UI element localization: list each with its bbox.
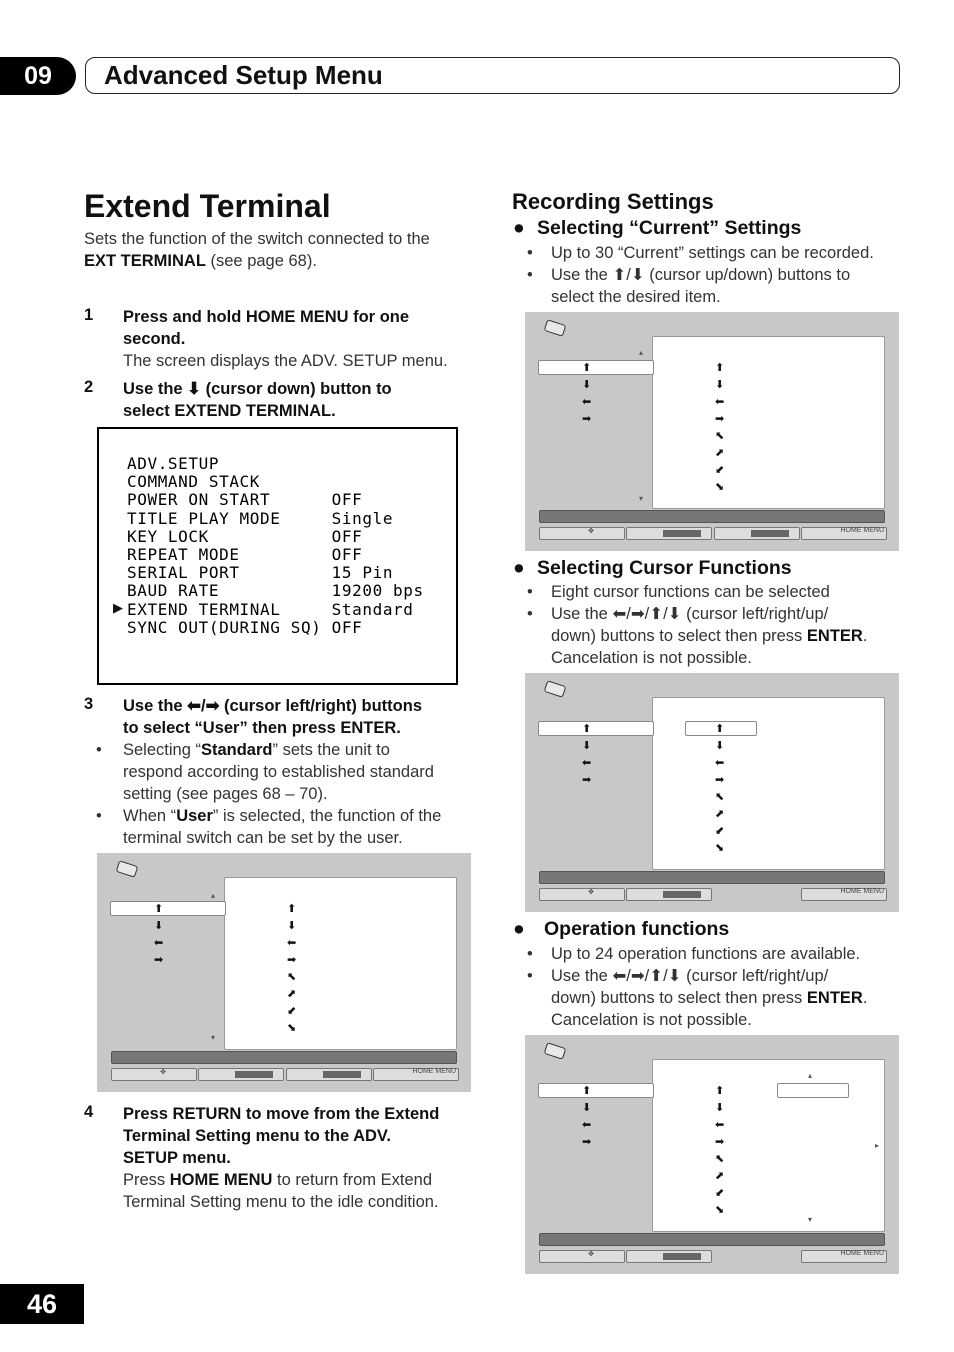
text-run: .	[862, 627, 868, 645]
arrow-left-icon: ⬅	[715, 756, 725, 769]
section-bullet: ●	[513, 918, 525, 940]
section-heading-operation: Operation functions	[544, 918, 730, 940]
step-line: Press and hold HOME MENU for one	[123, 308, 410, 326]
arrow-upright-icon: ⬈	[715, 807, 725, 820]
arrow-upleft-icon: ⬉	[715, 1152, 725, 1165]
bullet-glyph: •	[527, 244, 533, 262]
home-menu-label: HOME MENU	[412, 1068, 456, 1075]
arrow-up-icon: ⬆	[715, 361, 725, 374]
cursor-bullet-2	[551, 603, 911, 669]
screen-status-bar	[539, 510, 885, 523]
arrow-down-icon: ⬇	[154, 919, 164, 932]
step-4	[123, 1103, 483, 1169]
arrow-downleft-icon: ⬋	[715, 463, 725, 476]
page-number: 46	[0, 1284, 84, 1324]
screen-list-panel	[224, 877, 457, 1050]
arrow-downright-icon: ⬊	[715, 1203, 725, 1216]
arrow-down-icon: ⬇	[582, 1101, 592, 1114]
text-bold: HOME MENU	[169, 1171, 273, 1189]
screen-selection-highlight	[777, 1083, 849, 1098]
home-menu-label: HOME MENU	[840, 888, 884, 895]
screen-button	[286, 1068, 372, 1081]
arrow-up-icon: ⬆	[582, 722, 592, 735]
arrow-down-icon: ⬇	[715, 739, 725, 752]
text-bold: User	[176, 807, 213, 825]
step-1	[123, 306, 483, 350]
step-3	[123, 695, 483, 739]
arrow-up-icon: ⬆	[715, 1084, 725, 1097]
step-line: to select “User” then press ENTER.	[123, 719, 401, 737]
text-run: down) buttons to select then press	[551, 989, 807, 1007]
adv-setup-osd	[97, 427, 458, 685]
arrow-right-icon: ➡	[582, 1135, 592, 1148]
arrow-up-icon: ⬆	[154, 902, 164, 915]
arrow-down-icon: ⬇	[715, 1101, 725, 1114]
screen-selection-highlight	[538, 1083, 654, 1098]
screen-list-panel	[652, 336, 885, 509]
chapter-title-box	[85, 57, 900, 94]
arrow-downright-icon: ⬊	[715, 841, 725, 854]
memo-icon	[544, 680, 567, 698]
arrow-upleft-icon: ⬉	[715, 790, 725, 803]
intro-line-2	[84, 250, 484, 272]
arrow-right-icon: ➡	[582, 773, 592, 786]
scroll-up-mark: ▴	[808, 1071, 813, 1080]
chapter-number-badge: 09	[0, 57, 76, 95]
screen-home-menu-button	[801, 527, 887, 540]
text-line: terminal switch can be set by the user.	[123, 829, 403, 847]
section-bullet: ●	[513, 217, 525, 239]
arrow-up-icon: ⬆	[287, 902, 297, 915]
arrow-up-icon: ⬆	[715, 722, 725, 735]
section-heading-cursor: Selecting Cursor Functions	[537, 557, 792, 579]
arrow-upleft-icon: ⬉	[287, 970, 297, 983]
arrow-downleft-icon: ⬋	[715, 824, 725, 837]
memo-icon	[544, 319, 567, 337]
arrow-up-icon: ⬆	[582, 1084, 592, 1097]
step-3-bullet-user	[123, 805, 483, 849]
text-run: down) buttons to select then press	[551, 627, 807, 645]
section-bullet: ●	[513, 557, 525, 579]
text-line: Use the ⬅/➡/⬆/⬇ (cursor left/right/up/	[551, 967, 829, 985]
arrow-left-icon: ⬅	[715, 1118, 725, 1131]
arrow-downright-icon: ⬊	[715, 480, 725, 493]
recording-settings-title: Recording Settings	[512, 189, 714, 214]
arrow-right-icon: ➡	[715, 412, 725, 425]
screen-status-bar	[539, 1233, 885, 1246]
step-line: second.	[123, 330, 186, 348]
osd-cursor-icon: ▶	[113, 600, 123, 615]
text-run: to return from Extend	[272, 1171, 433, 1189]
memo-icon	[544, 1042, 567, 1060]
text-run: Selecting “	[123, 741, 201, 759]
screen-selection-highlight	[538, 721, 654, 736]
arrow-left-icon: ⬅	[715, 395, 725, 408]
screen-list-panel	[652, 1059, 885, 1232]
step-line: Use the ⬅/➡ (cursor left/right) buttons	[123, 697, 422, 715]
text-line: respond according to established standard	[123, 763, 434, 781]
intro-bold: EXT TERMINAL	[84, 252, 206, 270]
memo-icon	[116, 860, 139, 878]
current-settings-screen	[525, 312, 899, 551]
current-bullet-1: Up to 30 “Current” settings can be recorded.	[551, 244, 874, 262]
intro-line-1: Sets the function of the switch connected to the	[84, 230, 430, 248]
arrow-left-icon: ⬅	[154, 936, 164, 949]
step-number: 1	[84, 306, 94, 324]
screen-button	[626, 1250, 712, 1263]
screen-status-bar	[539, 871, 885, 884]
text-run: When “	[123, 807, 177, 825]
operation-bullet-1: Up to 24 operation functions are available.	[551, 945, 861, 963]
text-run: .	[862, 989, 868, 1007]
arrow-upright-icon: ⬈	[715, 446, 725, 459]
screen-button	[626, 527, 712, 540]
terminal-setting-screen	[97, 853, 471, 1092]
step-2	[123, 378, 483, 422]
arrow-left-icon: ⬅	[582, 756, 592, 769]
step-line: Press RETURN to move from the Extend	[123, 1105, 440, 1123]
step-number: 2	[84, 378, 94, 396]
text-line: setting (see pages 68 – 70).	[123, 785, 328, 803]
screen-selection-highlight	[110, 901, 226, 916]
bullet-glyph: •	[96, 807, 102, 825]
text-line: Use the ⬅/➡/⬆/⬇ (cursor left/right/up/	[551, 605, 829, 623]
bullet-glyph: •	[527, 945, 533, 963]
step-line: Terminal Setting menu to the ADV.	[123, 1127, 392, 1145]
arrow-right-icon: ➡	[715, 1135, 725, 1148]
intro-text	[84, 228, 484, 272]
screen-move-button: ✥	[539, 527, 625, 540]
operation-functions-screen	[525, 1035, 899, 1274]
screen-button	[198, 1068, 284, 1081]
arrow-upright-icon: ⬈	[287, 987, 297, 1000]
text-bold: ENTER	[806, 627, 863, 645]
osd-menu-text: ADV.SETUP COMMAND STACK POWER ON START OFF TITLE PLAY MODE Single KEY LOCK OFF REPEAT MODE OFF SERIAL PORT 15 Pin BAUD RATE 19200 bps EXTEND TERMINAL Standard SYNC OUT(DURING SQ) OFF	[127, 454, 424, 637]
bullet-glyph: •	[96, 741, 102, 759]
text-run: Press	[123, 1171, 170, 1189]
text-run: ” sets the unit to	[272, 741, 390, 759]
arrow-right-icon: ➡	[715, 773, 725, 786]
scroll-up-mark: ▴	[639, 348, 644, 357]
arrow-up-icon: ⬆	[582, 361, 592, 374]
step-4-note	[123, 1169, 483, 1213]
arrow-right-icon: ➡	[582, 412, 592, 425]
step-line: SETUP menu.	[123, 1149, 231, 1167]
arrow-downleft-icon: ⬋	[287, 1004, 297, 1017]
arrow-right-icon: ➡	[287, 953, 297, 966]
arrow-left-icon: ⬅	[582, 1118, 592, 1131]
arrow-downleft-icon: ⬋	[715, 1186, 725, 1199]
bullet-glyph: •	[527, 583, 533, 601]
screen-home-menu-button	[801, 888, 887, 901]
section-heading-current: Selecting “Current” Settings	[537, 217, 802, 239]
scroll-down-mark: ▾	[211, 1033, 216, 1042]
screen-move-button: ✥	[539, 888, 625, 901]
text-bold: ENTER	[806, 989, 863, 1007]
screen-move-button: ✥	[111, 1068, 197, 1081]
section-title: Extend Terminal	[84, 188, 331, 224]
text-line: Cancelation is not possible.	[551, 649, 752, 667]
scroll-down-mark: ▾	[808, 1215, 813, 1224]
arrow-downright-icon: ⬊	[287, 1021, 297, 1034]
step-1-note: The screen displays the ADV. SETUP menu.	[123, 352, 448, 370]
screen-selection-highlight	[538, 360, 654, 375]
screen-button	[714, 527, 800, 540]
arrow-left-icon: ⬅	[287, 936, 297, 949]
text-line: Terminal Setting menu to the idle condition.	[123, 1193, 439, 1211]
text-line: select the desired item.	[551, 288, 721, 306]
arrow-down-icon: ⬇	[287, 919, 297, 932]
text-bold: Standard	[200, 741, 273, 759]
step-line: select EXTEND TERMINAL.	[123, 402, 336, 420]
arrow-upleft-icon: ⬉	[715, 429, 725, 442]
cursor-functions-screen	[525, 673, 899, 912]
chapter-title: Advanced Setup Menu	[104, 60, 383, 90]
step-number: 3	[84, 695, 94, 713]
step-line: Use the ⬇ (cursor down) button to	[123, 380, 392, 398]
text-run: ” is selected, the function of the	[212, 807, 442, 825]
text-line: Cancelation is not possible.	[551, 1011, 752, 1029]
arrow-down-icon: ⬇	[582, 739, 592, 752]
bullet-glyph: •	[527, 266, 533, 284]
current-bullet-2	[551, 264, 911, 308]
bullet-glyph: •	[527, 605, 533, 623]
screen-status-bar	[111, 1051, 457, 1064]
arrow-down-icon: ⬇	[582, 378, 592, 391]
arrow-left-icon: ⬅	[582, 395, 592, 408]
screen-move-button: ✥	[539, 1250, 625, 1263]
text-line: Use the ⬆/⬇ (cursor up/down) buttons to	[551, 266, 851, 284]
step-number: 4	[84, 1103, 94, 1121]
arrow-down-icon: ⬇	[715, 378, 725, 391]
screen-button	[626, 888, 712, 901]
step-3-bullet-standard	[123, 739, 483, 805]
home-menu-label: HOME MENU	[840, 527, 884, 534]
bullet-glyph: •	[527, 967, 533, 985]
home-menu-label: HOME MENU	[840, 1250, 884, 1257]
screen-home-menu-button	[373, 1068, 459, 1081]
arrow-upright-icon: ⬈	[715, 1169, 725, 1182]
scroll-right-mark: ▸	[875, 1141, 880, 1150]
screen-home-menu-button	[801, 1250, 887, 1263]
cursor-bullet-1: Eight cursor functions can be selected	[551, 583, 830, 601]
scroll-down-mark: ▾	[639, 494, 644, 503]
operation-bullet-2	[551, 965, 911, 1031]
scroll-up-mark: ▴	[211, 891, 216, 900]
intro-rest: (see page 68).	[205, 252, 317, 270]
arrow-right-icon: ➡	[154, 953, 164, 966]
